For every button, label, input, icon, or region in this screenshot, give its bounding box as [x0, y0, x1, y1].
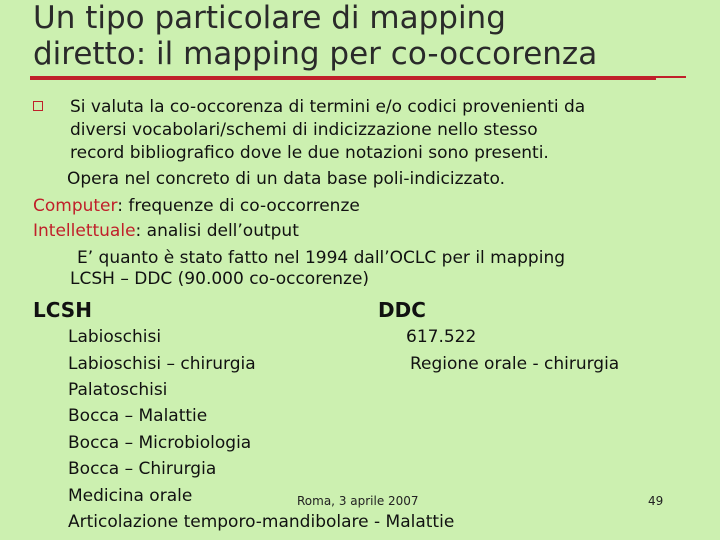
oclc-line-1: E’ quanto è stato fatto nel 1994 dall’OCLC per il mapping [77, 248, 566, 268]
ddc-item: 617.522 [406, 327, 477, 347]
lcsh-item: Medicina orale [68, 486, 193, 506]
computer-text: : frequenze di co-occorrenze [117, 196, 360, 216]
title-underline [30, 76, 656, 80]
computer-line [33, 195, 360, 217]
lcsh-item: Bocca – Chirurgia [68, 459, 217, 479]
bullet-line-1: Si valuta la co-occorenza di termini e/o codici provenienti da [70, 97, 586, 117]
bullet-line-3: record bibliografico dove le due notazioni sono presenti. [70, 143, 549, 163]
computer-label: Computer [33, 196, 118, 216]
page-number: 49 [648, 494, 664, 508]
title-line-2: diretto: il mapping per co-occorenza [33, 36, 598, 72]
opera-line: Opera nel concreto di un data base poli-indicizzato. [67, 169, 505, 189]
lcsh-item: Bocca – Microbiologia [68, 433, 252, 453]
bullet-line-2: diversi vocabolari/schemi di indicizzazione nello stesso [70, 120, 538, 140]
intellettuale-label: Intellettuale [33, 221, 136, 241]
intellettuale-text: : analisi dell’output [135, 221, 299, 241]
lcsh-item: Bocca – Malattie [68, 406, 208, 426]
lcsh-header: LCSH [33, 298, 92, 322]
title-underline-extension [656, 76, 686, 78]
intellettuale-line [33, 220, 299, 242]
lcsh-item: Labioschisi [68, 327, 162, 347]
ddc-header: DDC [378, 298, 426, 322]
lcsh-item: Palatoschisi [68, 380, 168, 400]
oclc-line-2: LCSH – DDC (90.000 co-occorenze) [70, 269, 370, 289]
ddc-item: Regione orale - chirurgia [410, 354, 620, 374]
slide-title [33, 0, 713, 72]
lcsh-item: Labioschisi – chirurgia [68, 354, 256, 374]
square-bullet-icon [33, 101, 43, 111]
title-line-1: Un tipo particolare di mapping [33, 0, 506, 36]
footer-date: Roma, 3 aprile 2007 [297, 494, 419, 508]
lcsh-item: Articolazione temporo-mandibolare - Malattie [68, 512, 455, 532]
